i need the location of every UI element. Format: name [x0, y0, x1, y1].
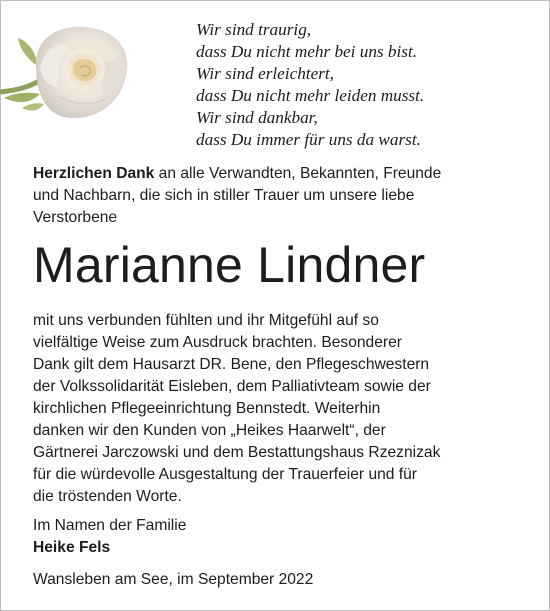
family-signature	[33, 515, 186, 559]
thanks-paragraph	[33, 163, 441, 229]
poem-line: dass Du nicht mehr bei uns bist.	[196, 42, 418, 61]
place-date: Wansleben am See, im September 2022	[33, 571, 314, 588]
family-name: Heike Fels	[33, 539, 111, 556]
body-line: vielfältige Weise zum Ausdruck brachten. Besonderer	[33, 334, 402, 351]
body-line: kirchlichen Pflegeeinrichtung Bennstedt. Weiterhin	[33, 400, 381, 417]
poem-line: dass Du nicht mehr leiden musst.	[196, 86, 425, 105]
poem-line: Wir sind dankbar,	[196, 108, 318, 127]
poem-line: Wir sind traurig,	[196, 20, 312, 39]
deceased-name: Marianne Lindner	[33, 237, 426, 293]
body-line: mit uns verbunden fühlten und ihr Mitgefühl auf so	[33, 312, 379, 329]
poem-line: Wir sind erleichtert,	[196, 64, 334, 83]
thanks-line-2: und Nachbarn, die sich in stiller Trauer um unsere liebe	[33, 187, 415, 204]
family-label: Im Namen der Familie	[33, 517, 187, 534]
thanks-line-1: an alle Verwandten, Bekannten, Freunde	[154, 165, 442, 182]
body-line: Dank gilt dem Hausarzt DR. Bene, den Pflegeschwestern	[33, 356, 430, 373]
body-paragraph	[33, 310, 440, 508]
thanks-line-3: Verstorbene	[33, 209, 118, 226]
thanks-lead: Herzlichen Dank	[33, 165, 155, 182]
body-line: Gärtnerei Jarczowski und dem Bestattungshaus Rzeznizak	[33, 444, 441, 461]
poem	[196, 19, 424, 151]
body-line: die tröstenden Worte.	[33, 488, 182, 505]
white-rose-icon	[0, 8, 150, 128]
body-line: danken wir den Kunden von „Heikes Haarwelt“, der	[33, 422, 386, 439]
body-line: der Volkssolidarität Eisleben, dem Palliativteam sowie der	[33, 378, 431, 395]
poem-line: dass Du immer für uns da warst.	[196, 130, 421, 149]
body-line: für die würdevolle Ausgestaltung der Trauerfeier und für	[33, 466, 418, 483]
